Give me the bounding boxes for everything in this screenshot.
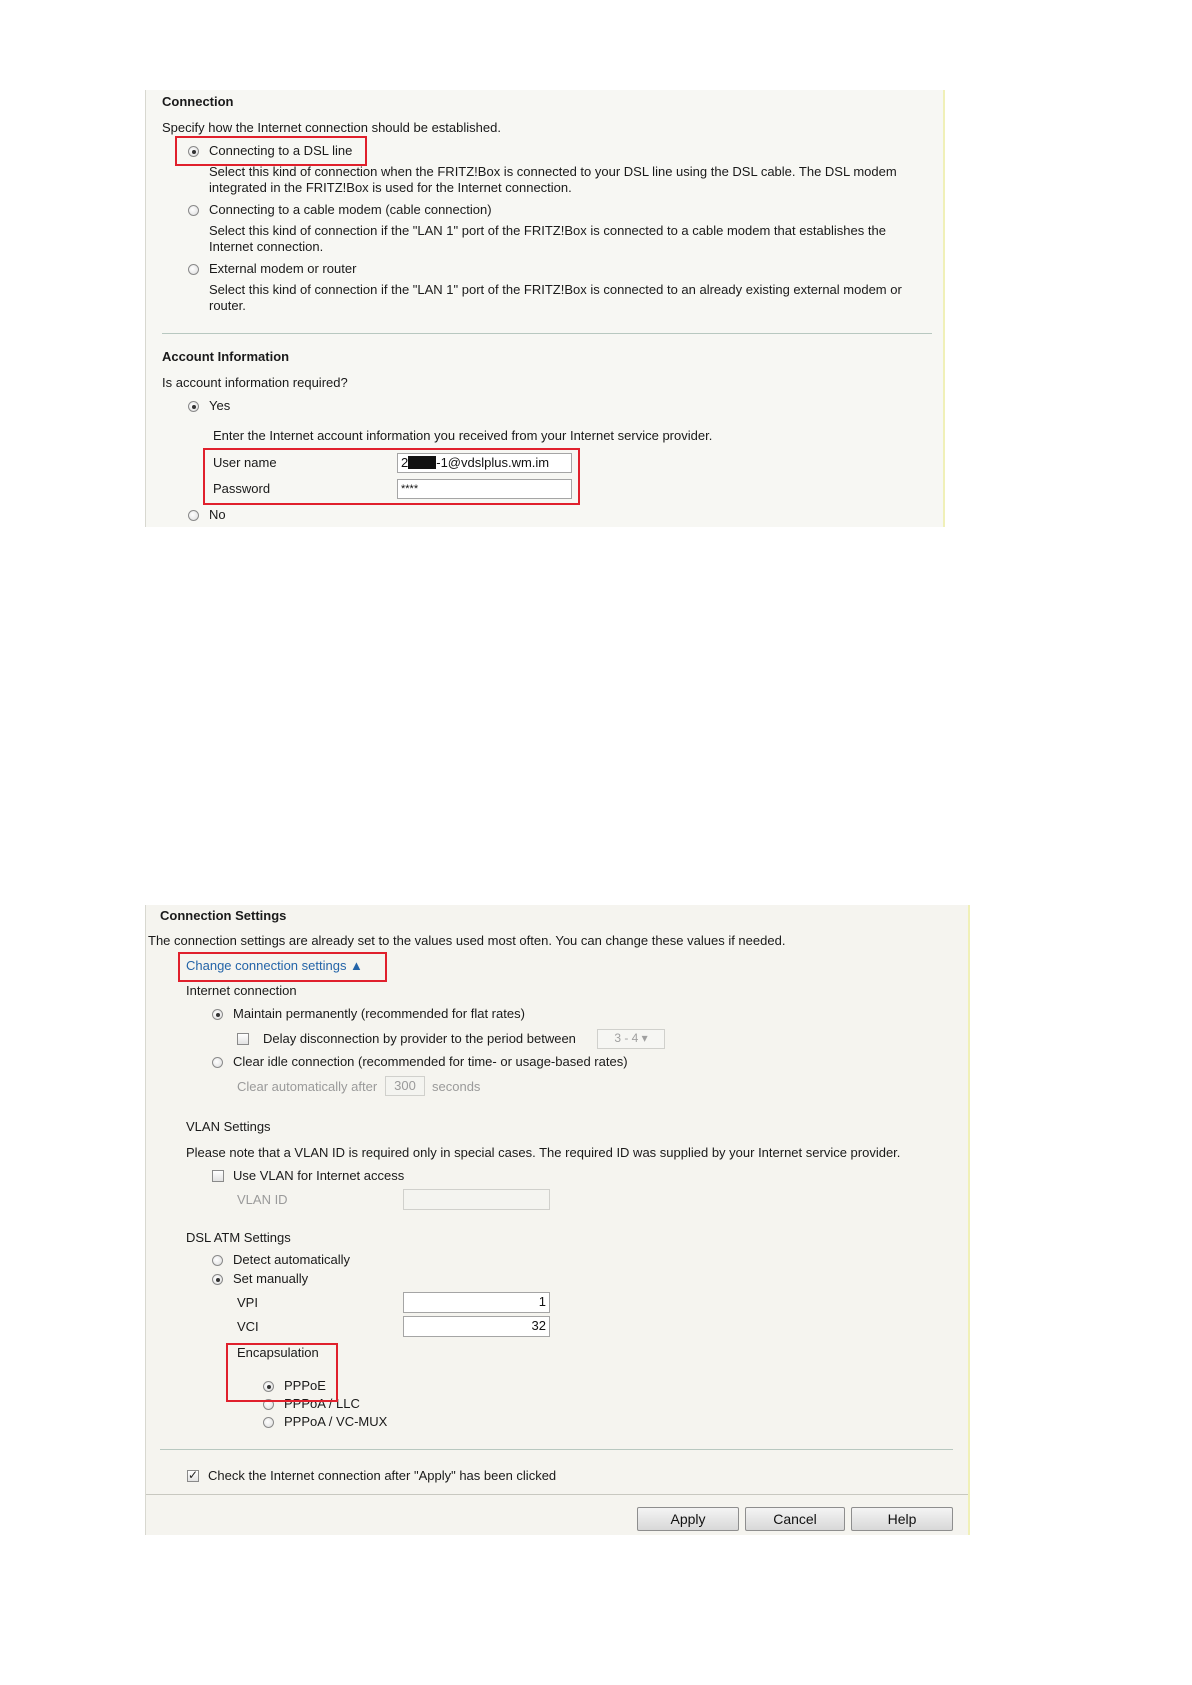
credentials-highlight-box <box>203 448 580 505</box>
clear-after-input[interactable]: 300 <box>385 1076 425 1096</box>
cancel-button[interactable]: Cancel <box>745 1507 845 1531</box>
vlan-note: Please note that a VLAN ID is required only in special cases. The required ID was supplied by your Internet service provider. <box>186 1145 901 1160</box>
settings-intro: The connection settings are already set to the values used most often. You can change these values if needed. <box>148 933 786 948</box>
username-suffix: -1@vdslplus.wm.im <box>436 455 550 470</box>
maintain-label[interactable]: Maintain permanently (recommended for flat rates) <box>233 1006 525 1021</box>
vpi-input[interactable]: 1 <box>403 1292 550 1313</box>
change-settings-link[interactable]: Change connection settings ▲ <box>186 958 363 973</box>
delay-label[interactable]: Delay disconnection by provider to the period between <box>263 1031 576 1046</box>
external-radio[interactable] <box>188 264 199 275</box>
pppoa-vcmux-label[interactable]: PPPoA / VC-MUX <box>284 1414 388 1429</box>
password-label: Password <box>213 481 271 496</box>
account-question: Is account information required? <box>162 375 348 390</box>
apply-button[interactable]: Apply <box>637 1507 739 1531</box>
account-hint: Enter the Internet account information you received from your Internet service provider. <box>213 428 713 443</box>
username-prefix: 2 <box>401 455 409 470</box>
connection-heading: Connection <box>162 94 234 109</box>
check-connection-label[interactable]: Check the Internet connection after "Apply" has been clicked <box>208 1468 557 1483</box>
vlan-id-label: VLAN ID <box>237 1192 288 1207</box>
delay-select[interactable]: 3 - 4 ▾ <box>597 1029 665 1049</box>
cable-radio[interactable] <box>188 205 199 216</box>
vlan-id-input[interactable] <box>403 1189 550 1210</box>
connection-panel <box>145 90 945 527</box>
atm-heading: DSL ATM Settings <box>186 1230 291 1245</box>
footer-divider <box>146 1494 968 1495</box>
maintain-radio[interactable] <box>212 1009 223 1020</box>
use-vlan-label[interactable]: Use VLAN for Internet access <box>233 1168 405 1183</box>
use-vlan-checkbox[interactable] <box>212 1170 224 1182</box>
pppoe-label[interactable]: PPPoE <box>284 1378 326 1393</box>
settings-heading: Connection Settings <box>160 908 287 923</box>
set-manually-radio[interactable] <box>212 1274 223 1285</box>
vci-input[interactable]: 32 <box>403 1316 550 1337</box>
account-yes-label[interactable]: Yes <box>209 398 231 413</box>
dsl-description: Select this kind of connection when the FRITZ!Box is connected to your DSL line using the DSL cable. The DSL modem integrated in the FRITZ!Box is used for the Internet connection. <box>209 164 897 195</box>
section-divider <box>162 333 932 334</box>
encapsulation-highlight-box <box>226 1343 338 1402</box>
clear-after-label: Clear automatically after <box>237 1079 378 1094</box>
detect-auto-label[interactable]: Detect automatically <box>233 1252 351 1267</box>
encapsulation-heading: Encapsulation <box>237 1345 319 1360</box>
internet-heading: Internet connection <box>186 983 297 998</box>
external-label[interactable]: External modem or router <box>209 261 357 276</box>
delay-checkbox[interactable] <box>237 1033 249 1045</box>
cable-description: Select this kind of connection if the "LAN 1" port of the FRITZ!Box is connected to a cable modem that establishes the Internet connection. <box>209 223 886 254</box>
clear-idle-label[interactable]: Clear idle connection (recommended for time- or usage-based rates) <box>233 1054 628 1069</box>
vpi-label: VPI <box>237 1295 258 1310</box>
dsl-label[interactable]: Connecting to a DSL line <box>209 143 353 158</box>
change-settings-highlight-box <box>178 952 387 982</box>
connection-settings-panel <box>145 905 970 1535</box>
set-manually-label[interactable]: Set manually <box>233 1271 309 1286</box>
detect-auto-radio[interactable] <box>212 1255 223 1266</box>
pppoa-llc-label[interactable]: PPPoA / LLC <box>284 1396 360 1411</box>
clear-idle-radio[interactable] <box>212 1057 223 1068</box>
external-description: Select this kind of connection if the "LAN 1" port of the FRITZ!Box is connected to an already existing external modem or router. <box>209 282 902 313</box>
account-no-radio[interactable] <box>188 510 199 521</box>
account-heading: Account Information <box>162 349 290 364</box>
cable-label[interactable]: Connecting to a cable modem (cable connection) <box>209 202 492 217</box>
account-no-label[interactable]: No <box>209 507 226 522</box>
password-input[interactable]: **** <box>397 479 572 499</box>
help-button[interactable]: Help <box>851 1507 953 1531</box>
check-connection-checkbox[interactable] <box>187 1470 199 1482</box>
vlan-heading: VLAN Settings <box>186 1119 271 1134</box>
connection-intro: Specify how the Internet connection should be established. <box>162 120 501 135</box>
username-label: User name <box>213 455 277 470</box>
account-yes-radio[interactable] <box>188 401 199 412</box>
seconds-label: seconds <box>432 1079 481 1094</box>
pppoa-vcmux-radio[interactable] <box>263 1417 274 1428</box>
settings-divider <box>160 1449 953 1450</box>
vci-label: VCI <box>237 1319 259 1334</box>
dsl-highlight-box <box>175 136 367 166</box>
